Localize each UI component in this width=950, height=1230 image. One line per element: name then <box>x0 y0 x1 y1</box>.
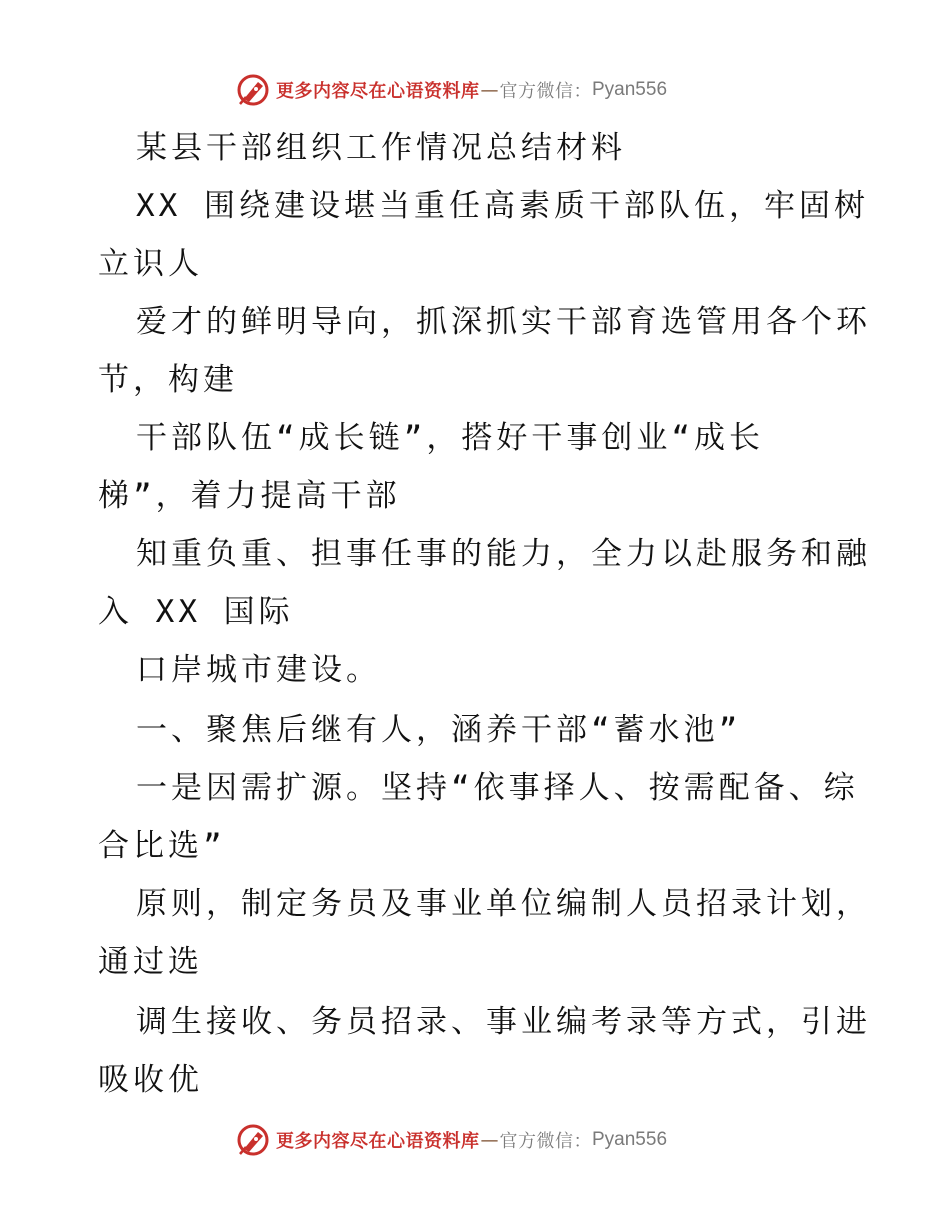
doc-line: 一是因需扩源。坚持“依事择人、按需配备、综 <box>136 770 859 806</box>
doc-line: 调生接收、务员招录、事业编考录等方式，引进 <box>136 1004 871 1040</box>
doc-line: 爱才的鲜明导向，抓深抓实干部育选管用各个环 <box>136 304 871 340</box>
doc-line: 入 XX 国际 <box>98 594 294 630</box>
watermark-site-text: 更多内容尽在心语资料库 <box>276 1131 480 1152</box>
doc-line: 通过选 <box>98 944 203 980</box>
watermark-wechat-label: 官方微信： <box>499 81 592 102</box>
doc-line: 梯”，着力提高干部 <box>98 478 401 514</box>
watermark-wechat-id: Pyan556 <box>592 79 668 100</box>
doc-line: 原则，制定务员及事业单位编制人员招录计划， <box>136 886 871 922</box>
watermark-dash: — <box>480 1129 499 1151</box>
doc-title: 某县干部组织工作情况总结材料 <box>136 130 626 166</box>
doc-line: 干部队伍“成长链”，搭好干事创业“成长 <box>136 420 764 456</box>
pen-nib-logo-icon <box>236 1123 270 1157</box>
doc-line: 节，构建 <box>98 362 238 398</box>
watermark-site-text: 更多内容尽在心语资料库 <box>276 81 480 102</box>
watermark-wechat-id: Pyan556 <box>592 1129 668 1150</box>
watermark-wechat-label: 官方微信： <box>499 1131 592 1152</box>
footer-watermark <box>236 1122 716 1158</box>
doc-line: 合比选” <box>98 828 226 864</box>
doc-line: 吸收优 <box>98 1062 203 1098</box>
doc-line: 口岸城市建设。 <box>136 652 381 688</box>
doc-line: 立识人 <box>98 246 203 282</box>
section-heading: 一、聚焦后继有人，涵养干部“蓄水池” <box>136 712 742 748</box>
doc-line: XX 围绕建设堪当重任高素质干部队伍，牢固树 <box>136 188 869 224</box>
watermark-dash: — <box>480 79 499 101</box>
header-watermark <box>236 72 716 108</box>
pen-nib-logo-icon <box>236 73 270 107</box>
doc-line: 知重负重、担事任事的能力，全力以赴服务和融 <box>136 536 871 572</box>
